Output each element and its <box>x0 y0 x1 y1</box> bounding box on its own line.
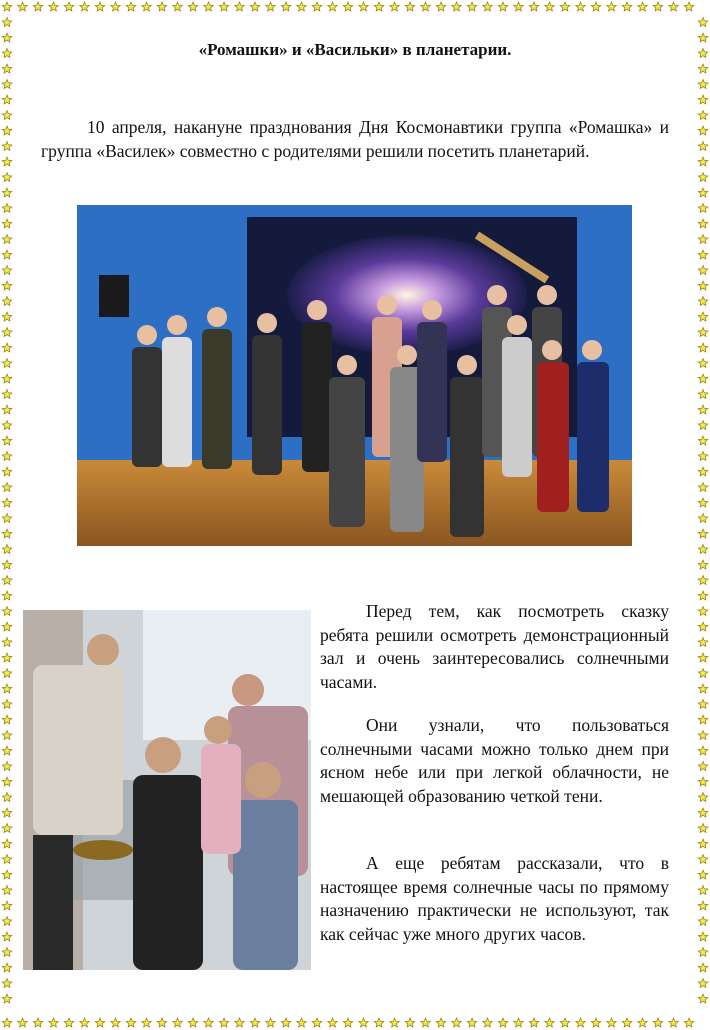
border-star <box>698 700 708 709</box>
border-star <box>560 2 570 11</box>
border-star <box>698 405 708 414</box>
border-star <box>18 1018 28 1027</box>
border-star <box>698 979 708 988</box>
border-star <box>698 204 708 213</box>
border-star <box>2 529 12 538</box>
border-star <box>2 514 12 523</box>
border-star <box>669 1018 679 1027</box>
border-star <box>2 669 12 678</box>
border-star <box>2 607 12 616</box>
border-star <box>173 1018 183 1027</box>
border-star <box>698 777 708 786</box>
border-star <box>698 529 708 538</box>
border-star <box>2 157 12 166</box>
border-star <box>2 700 12 709</box>
border-star <box>576 2 586 11</box>
border-star <box>698 374 708 383</box>
border-star <box>653 1018 663 1027</box>
border-star <box>698 932 708 941</box>
border-star <box>498 1018 508 1027</box>
border-star <box>698 235 708 244</box>
border-star <box>607 1018 617 1027</box>
border-star <box>698 390 708 399</box>
border-star <box>452 1018 462 1027</box>
border-star <box>698 343 708 352</box>
border-star <box>698 638 708 647</box>
border-star <box>698 653 708 662</box>
border-star <box>126 2 136 11</box>
border-star <box>2 994 12 1003</box>
border-star <box>281 1018 291 1027</box>
border-star <box>2 95 12 104</box>
border-star <box>698 839 708 848</box>
border-star <box>653 2 663 11</box>
border-star <box>2 576 12 585</box>
border-star <box>111 1018 121 1027</box>
border-star <box>591 1018 601 1027</box>
border-star <box>2 204 12 213</box>
border-star <box>622 2 632 11</box>
border-star <box>64 1018 74 1027</box>
border-star <box>698 173 708 182</box>
border-star <box>188 2 198 11</box>
border-star <box>2 436 12 445</box>
border-star <box>622 1018 632 1027</box>
border-star <box>483 1018 493 1027</box>
border-star <box>64 2 74 11</box>
border-star <box>698 421 708 430</box>
border-star <box>312 2 322 11</box>
border-star <box>2 64 12 73</box>
border-star <box>638 1018 648 1027</box>
border-star <box>2 374 12 383</box>
border-star <box>2 405 12 414</box>
sundial-photo <box>23 610 311 970</box>
border-star <box>2 839 12 848</box>
border-star <box>2 932 12 941</box>
border-star <box>2 824 12 833</box>
border-star <box>157 2 167 11</box>
border-star <box>698 436 708 445</box>
border-star <box>529 1018 539 1027</box>
border-star <box>698 963 708 972</box>
border-star <box>49 2 59 11</box>
border-star <box>2 219 12 228</box>
border-star <box>698 870 708 879</box>
border-star <box>219 1018 229 1027</box>
border-star <box>2 266 12 275</box>
border-star <box>684 1018 694 1027</box>
border-star <box>2 855 12 864</box>
border-star <box>698 483 708 492</box>
border-star <box>698 545 708 554</box>
border-star <box>2 80 12 89</box>
border-star <box>235 2 245 11</box>
border-star <box>281 2 291 11</box>
border-star <box>698 219 708 228</box>
border-star <box>2 948 12 957</box>
border-star <box>2 901 12 910</box>
border-star <box>483 2 493 11</box>
border-star <box>421 2 431 11</box>
border-star <box>498 2 508 11</box>
border-star <box>2 173 12 182</box>
border-star <box>698 452 708 461</box>
border-star <box>374 2 384 11</box>
border-star <box>698 126 708 135</box>
border-star <box>2 653 12 662</box>
border-star <box>698 514 708 523</box>
border-star <box>591 2 601 11</box>
border-star <box>142 2 152 11</box>
border-star <box>698 669 708 678</box>
border-star <box>698 715 708 724</box>
border-star <box>2 328 12 337</box>
border-star <box>2 746 12 755</box>
border-star <box>95 2 105 11</box>
border-star <box>2 142 12 151</box>
border-star <box>698 467 708 476</box>
border-star <box>374 1018 384 1027</box>
border-star <box>545 2 555 11</box>
border-star <box>2 188 12 197</box>
border-star <box>2 917 12 926</box>
border-star <box>173 2 183 11</box>
border-star <box>328 2 338 11</box>
border-star <box>2 250 12 259</box>
border-star <box>250 1018 260 1027</box>
border-star <box>2 483 12 492</box>
border-star <box>390 2 400 11</box>
border-star <box>698 560 708 569</box>
paragraph-intro: 10 апреля, накануне празднования Дня Космонавтики группа «Ромашка» и группа «Василек» совместно с родителями решили посетить планетарий. <box>41 117 669 161</box>
paragraph-demo-hall: Перед тем, как посмотреть сказку ребята решили осмотреть демонстрационный зал и очень заинтересовались солнечными часами. <box>320 601 669 692</box>
border-star <box>126 1018 136 1027</box>
border-star <box>698 111 708 120</box>
border-star <box>2 684 12 693</box>
border-star <box>80 1018 90 1027</box>
border-star <box>2 359 12 368</box>
border-star <box>698 808 708 817</box>
border-star <box>698 622 708 631</box>
border-star <box>698 994 708 1003</box>
border-star <box>312 1018 322 1027</box>
border-star <box>698 80 708 89</box>
border-star <box>2 545 12 554</box>
border-star <box>698 312 708 321</box>
border-star <box>2 343 12 352</box>
border-star <box>2 963 12 972</box>
border-star <box>2 979 12 988</box>
border-star <box>157 1018 167 1027</box>
border-star <box>266 1018 276 1027</box>
page-title: «Ромашки» и «Васильки» в планетарии. <box>198 40 512 59</box>
border-star <box>698 359 708 368</box>
border-star <box>2 715 12 724</box>
border-star <box>2 731 12 740</box>
border-star <box>405 2 415 11</box>
border-star <box>698 328 708 337</box>
border-star <box>328 1018 338 1027</box>
border-star <box>2 498 12 507</box>
border-star <box>2 591 12 600</box>
border-star <box>467 1018 477 1027</box>
border-star <box>2 870 12 879</box>
border-star <box>698 576 708 585</box>
border-star <box>684 2 694 11</box>
border-star <box>2 235 12 244</box>
border-star <box>698 917 708 926</box>
border-star <box>2 390 12 399</box>
border-star <box>607 2 617 11</box>
border-star <box>142 1018 152 1027</box>
border-star <box>421 1018 431 1027</box>
border-star <box>2 886 12 895</box>
border-star <box>2 111 12 120</box>
border-star <box>343 2 353 11</box>
border-star <box>297 2 307 11</box>
border-star <box>669 2 679 11</box>
border-star <box>436 2 446 11</box>
border-star <box>2 312 12 321</box>
border-star <box>2 622 12 631</box>
border-star <box>514 1018 524 1027</box>
border-star <box>2 452 12 461</box>
border-star <box>467 2 477 11</box>
border-star <box>698 281 708 290</box>
border-star <box>235 1018 245 1027</box>
border-star <box>2 560 12 569</box>
border-star <box>698 684 708 693</box>
border-star <box>111 2 121 11</box>
border-star <box>698 157 708 166</box>
group-photo-planetarium <box>77 205 632 546</box>
border-star <box>698 250 708 259</box>
border-star <box>2 808 12 817</box>
border-star <box>343 1018 353 1027</box>
border-star <box>638 2 648 11</box>
border-star <box>359 2 369 11</box>
border-star <box>545 1018 555 1027</box>
border-star <box>698 64 708 73</box>
border-star <box>2 2 12 11</box>
border-star <box>2 793 12 802</box>
border-star <box>297 1018 307 1027</box>
border-star <box>359 1018 369 1027</box>
border-star <box>698 886 708 895</box>
border-star <box>560 1018 570 1027</box>
paragraph-sundial-today: А еще ребятам рассказали, что в настоящее время солнечные часы по прямому назначению практически не используют, так как сейчас уже много других часов. <box>320 853 669 944</box>
border-star <box>436 1018 446 1027</box>
border-star <box>698 297 708 306</box>
border-star <box>698 731 708 740</box>
border-star <box>219 2 229 11</box>
border-star <box>2 467 12 476</box>
border-star <box>698 591 708 600</box>
border-star <box>2 281 12 290</box>
border-star <box>80 2 90 11</box>
border-star <box>204 1018 214 1027</box>
border-star <box>576 1018 586 1027</box>
border-star <box>698 855 708 864</box>
border-star <box>452 2 462 11</box>
border-star <box>698 607 708 616</box>
border-star <box>33 2 43 11</box>
border-star <box>529 2 539 11</box>
border-star <box>698 948 708 957</box>
border-star <box>698 746 708 755</box>
border-star <box>698 901 708 910</box>
border-star <box>2 421 12 430</box>
border-star <box>698 18 708 27</box>
border-star <box>698 498 708 507</box>
border-star <box>698 824 708 833</box>
border-star <box>266 2 276 11</box>
border-star <box>204 2 214 11</box>
border-star <box>390 1018 400 1027</box>
border-star <box>2 1018 12 1027</box>
border-star <box>250 2 260 11</box>
border-star <box>698 266 708 275</box>
border-star <box>2 18 12 27</box>
border-star <box>405 1018 415 1027</box>
border-star <box>2 297 12 306</box>
border-star <box>95 1018 105 1027</box>
border-star <box>33 1018 43 1027</box>
border-star <box>698 762 708 771</box>
border-star <box>698 95 708 104</box>
border-star <box>2 638 12 647</box>
border-star <box>698 793 708 802</box>
border-star <box>188 1018 198 1027</box>
border-star <box>49 1018 59 1027</box>
border-star <box>698 142 708 151</box>
paragraph-sundial-usage: Они узнали, что пользоваться солнечными часами можно только днем при ясном небе или при легкой облачности, не мешающей образованию четкой тени. <box>320 715 669 806</box>
border-star <box>2 762 12 771</box>
border-star <box>18 2 28 11</box>
border-star <box>2 777 12 786</box>
border-star <box>514 2 524 11</box>
border-star <box>698 188 708 197</box>
border-star <box>2 126 12 135</box>
